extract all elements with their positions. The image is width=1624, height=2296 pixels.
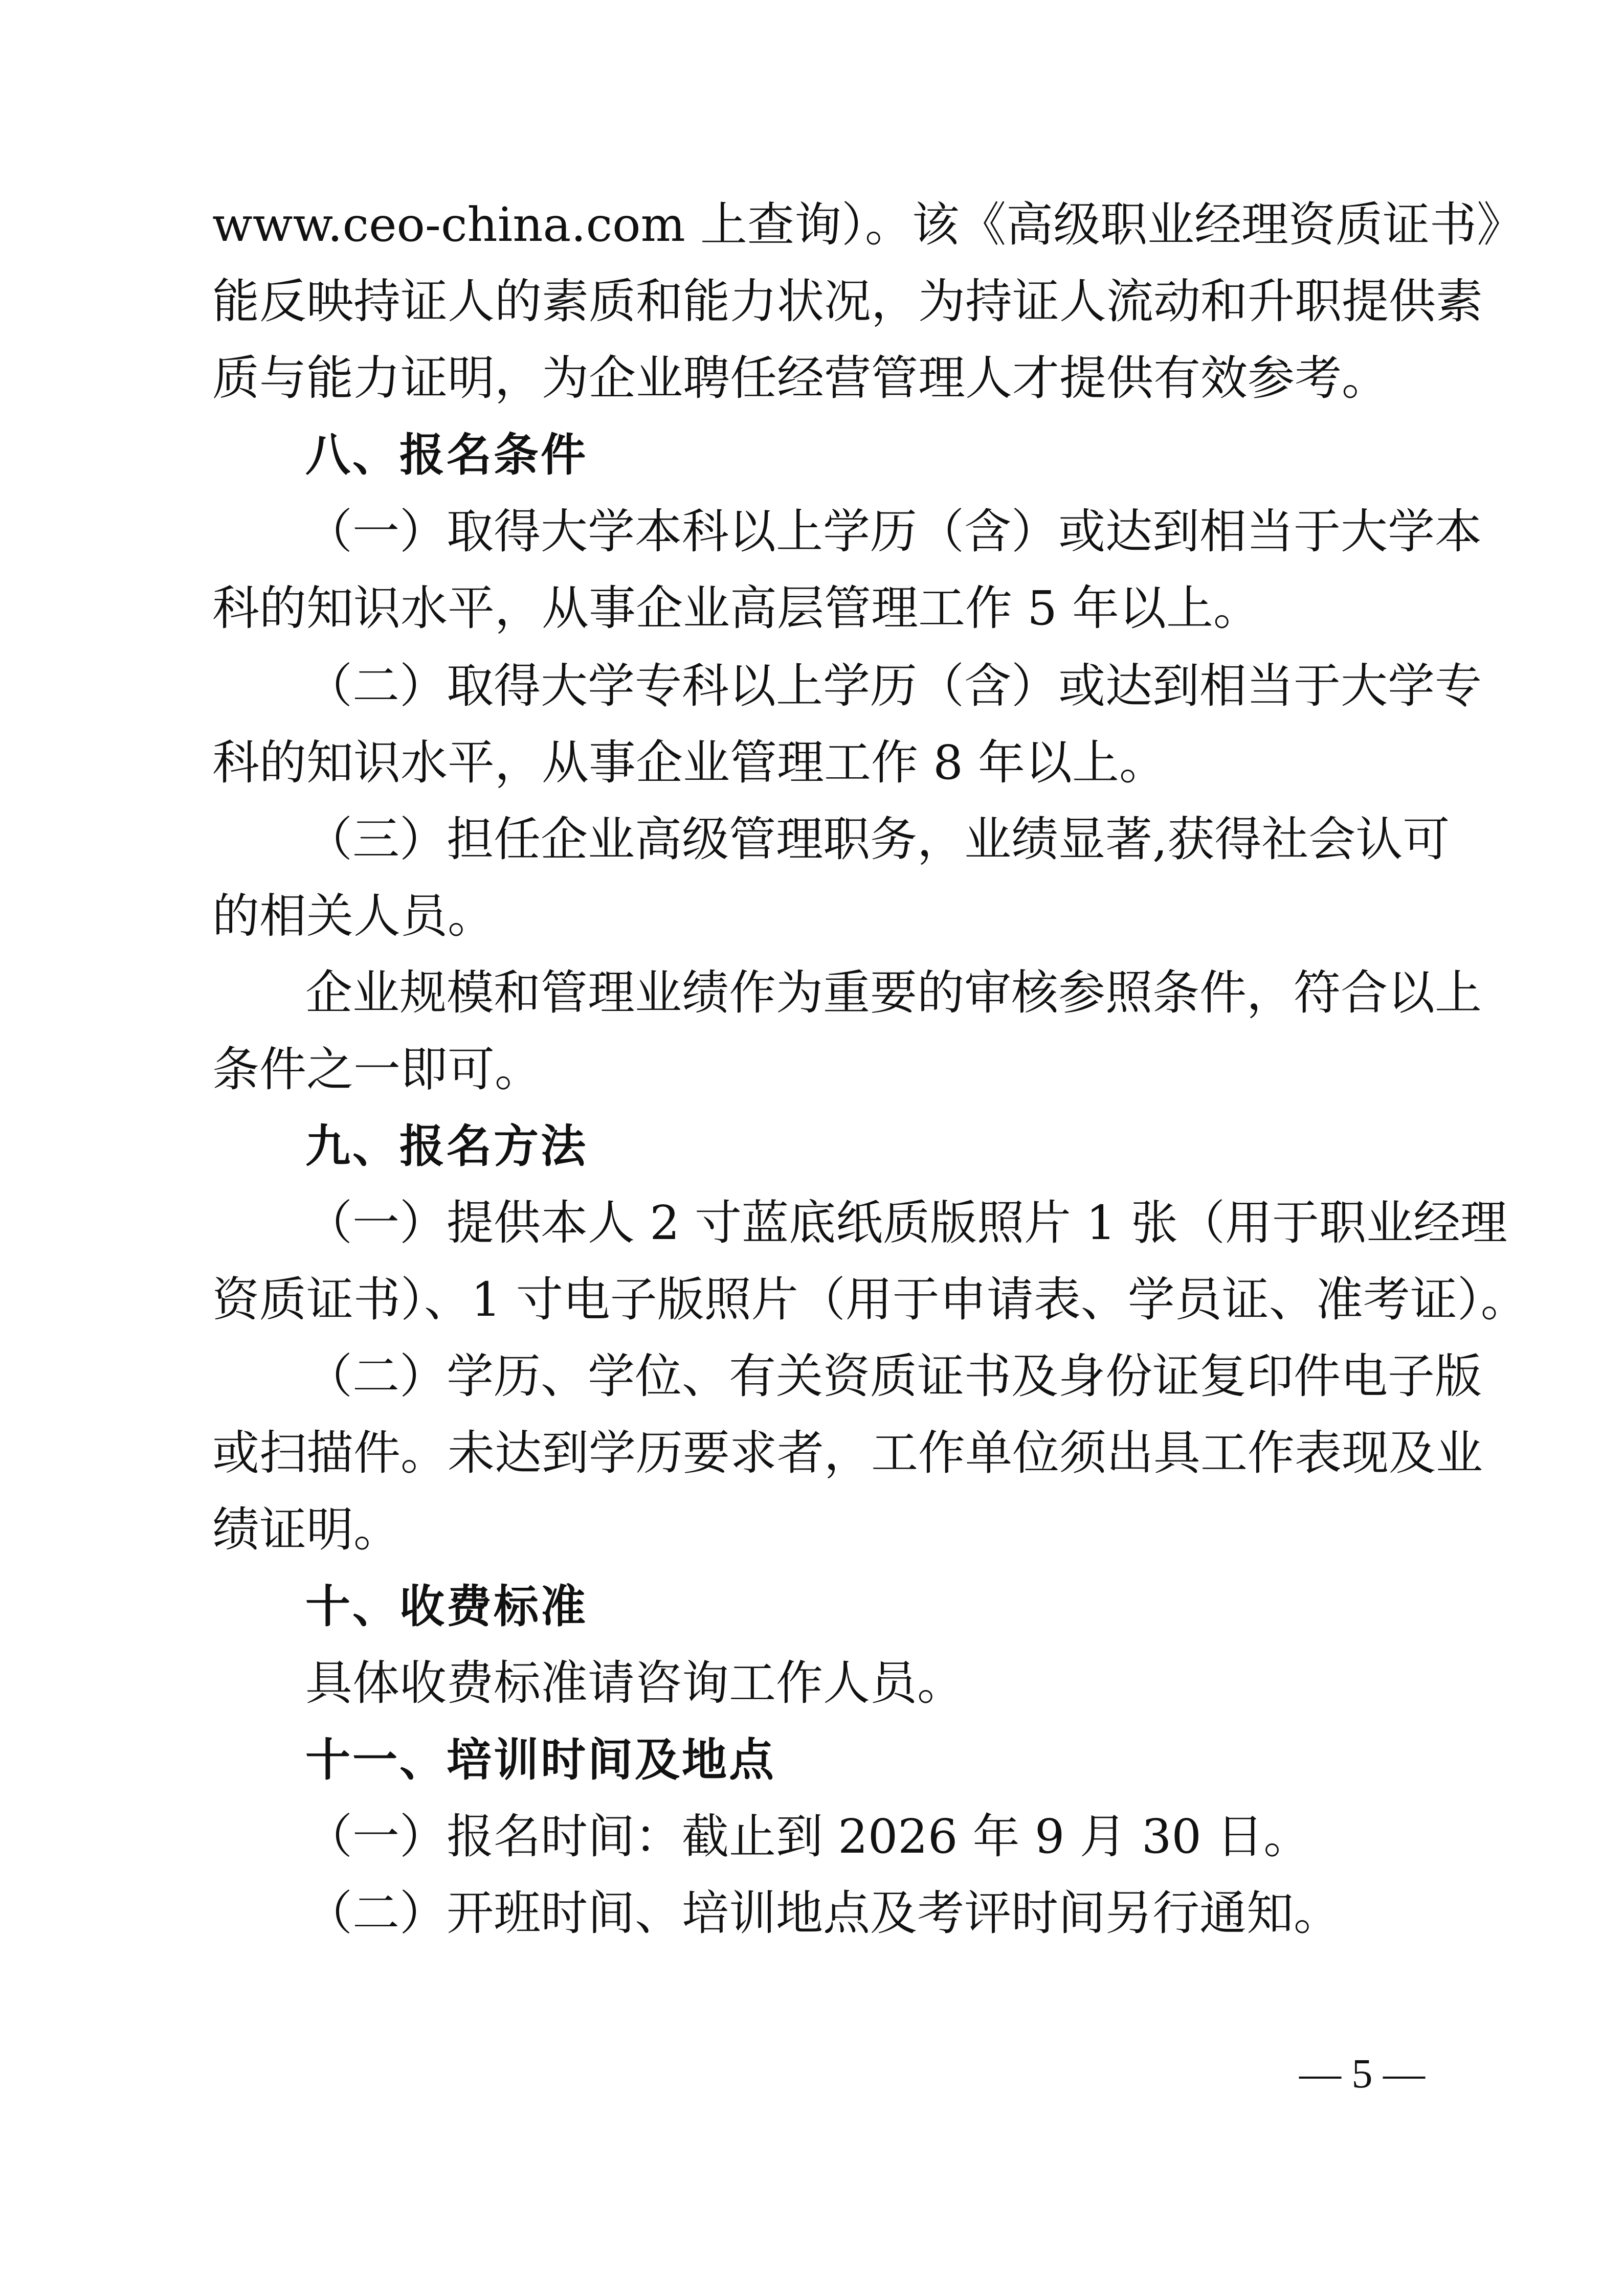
section-heading: 十、收费标准: [305, 1580, 588, 1633]
paragraph-line: 绩证明。: [212, 1502, 401, 1557]
paragraph-line: 条件之一即可。: [212, 1042, 542, 1097]
section-heading: 八、报名条件: [305, 429, 588, 481]
paragraph-line: 科的知识水平，从事企业管理工作 8 年以上。: [212, 735, 1167, 790]
paragraph-line: （二）取得大学专科以上学历（含）或达到相当于大学专: [305, 659, 1482, 713]
paragraph-line: （三）担任企业高级管理职务，业绩显著,获得社会认可: [305, 812, 1450, 867]
page-number: — 5 —: [1299, 2050, 1425, 2097]
paragraph-line: 具体收费标准请咨询工作人员。: [305, 1656, 965, 1710]
paragraph-line: 资质证书）、1 寸电子版照片（用于申请表、学员证、准考证）。: [212, 1272, 1528, 1327]
section-heading: 十一、培训时间及地点: [305, 1734, 776, 1786]
paragraph-line: （一）报名时间：截止到 2026 年 9 月 30 日。: [305, 1809, 1311, 1864]
section-heading: 九、报名方法: [305, 1120, 588, 1173]
paragraph-line: （一）取得大学本科以上学历（含）或达到相当于大学本: [305, 504, 1482, 559]
paragraph-line: www.ceo-china.com 上查询）。该《高级职业经理资质证书》: [212, 197, 1524, 252]
paragraph-line: 企业规模和管理业绩作为重要的审核参照条件，符合以上: [305, 965, 1482, 1020]
paragraph-line: 科的知识水平，从事企业高层管理工作 5 年以上。: [212, 581, 1261, 636]
paragraph-line: 能反映持证人的素质和能力状况，为持证人流动和升职提供素: [212, 274, 1483, 329]
paragraph-line: （二）开班时间、培训地点及考评时间另行通知。: [305, 1886, 1341, 1941]
paragraph-line: （二）学历、学位、有关资质证书及身份证复印件电子版: [305, 1349, 1482, 1404]
paragraph-line: 或扫描件。未达到学历要求者，工作单位须出具工作表现及业: [212, 1426, 1483, 1480]
paragraph-line: 的相关人员。: [212, 889, 495, 943]
paragraph-line: （一）提供本人 2 寸蓝底纸质版照片 1 张（用于职业经理: [305, 1196, 1508, 1250]
paragraph-line: 质与能力证明，为企业聘任经营管理人才提供有效参考。: [212, 351, 1389, 406]
